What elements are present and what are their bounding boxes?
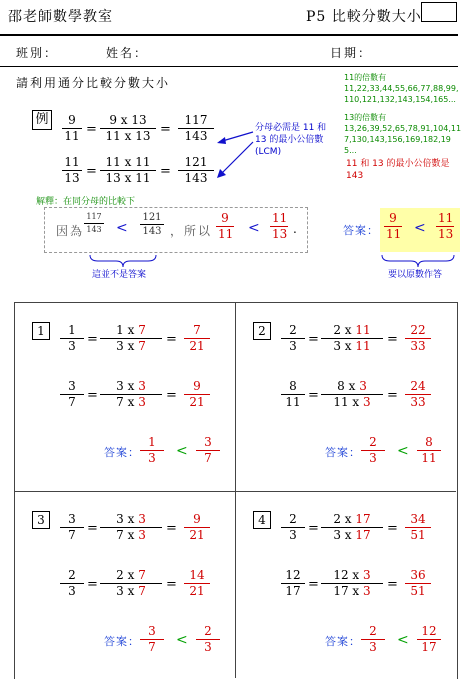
equals-sign: =: [387, 521, 398, 536]
example-fraction-11-13: 11 13: [62, 156, 82, 185]
equals-sign: =: [87, 388, 98, 403]
answer-fraction-right: 8 11: [417, 436, 441, 465]
equals-sign: =: [308, 332, 319, 347]
problem-expansion: 3 x 3 7 x 3: [100, 380, 162, 409]
problem-fraction: 3 7: [60, 513, 84, 542]
answer-label: 答案：: [104, 446, 140, 459]
example-result-1: 117 143: [178, 114, 214, 143]
problem-result: 9 21: [184, 380, 210, 409]
equals-sign: =: [166, 577, 177, 592]
answer-label: 答案：: [343, 224, 379, 237]
multiples-13-note: [344, 112, 462, 156]
answer-label: 答案：: [325, 446, 361, 459]
instruction-text: 請利用通分比較分數大小: [16, 76, 171, 90]
less-than-sign: <: [176, 443, 188, 459]
equals-sign: =: [308, 577, 319, 592]
problem-expansion: 3 x 3 7 x 3: [100, 513, 162, 542]
problem-number: 2: [253, 322, 271, 340]
problem-expansion: 12 x 3 17 x 3: [321, 569, 383, 598]
equals-sign: =: [308, 388, 319, 403]
answer-fraction-left: 3 7: [140, 625, 164, 654]
problem-expansion: 8 x 3 11 x 3: [321, 380, 383, 409]
equals-sign: =: [387, 388, 398, 403]
so-text: ，所以: [170, 224, 213, 238]
less-than-sign: <: [397, 443, 409, 459]
equals-sign: =: [387, 577, 398, 592]
less-than-sign: <: [116, 220, 128, 236]
answer-fraction-left: 2 3: [361, 625, 385, 654]
problem-result: 34 51: [405, 513, 431, 542]
example-expansion-2: 11 x 11 13 x 11: [100, 156, 156, 185]
horizontal-divider: [14, 491, 456, 492]
example-fraction-9-11: 9 11: [62, 114, 82, 143]
equals-sign: =: [87, 332, 98, 347]
multiples-11-note: [344, 72, 462, 105]
header-divider: [0, 34, 458, 36]
because-text: 因為: [56, 224, 85, 238]
date-label: 日期：: [330, 46, 373, 60]
equals-sign: =: [86, 164, 97, 179]
info-divider: [0, 66, 458, 67]
problem-result: 24 33: [405, 380, 431, 409]
equals-sign: =: [160, 164, 171, 179]
problem-result: 7 21: [184, 324, 210, 353]
multiples-11-list: 11,22,33,44,55,66,77,88,99,110,121,132,143,154,165...: [344, 84, 459, 104]
page-title: 邵老師數學教室: [8, 9, 113, 25]
lcm-note: 11 和 13 的最小公倍數是 143: [346, 159, 450, 181]
answer-fraction-right: 3 7: [196, 436, 220, 465]
less-than-sign: <: [397, 632, 409, 648]
answer-fraction-right: 2 3: [196, 625, 220, 654]
problem-result: 14 21: [184, 569, 210, 598]
problem-expansion: 1 x 7 3 x 7: [100, 324, 162, 353]
worksheet-heading: [306, 6, 422, 26]
fraction-121-143: 121 143: [140, 212, 164, 237]
brace-not-answer: [88, 253, 158, 269]
answer-label: 答案：: [104, 635, 140, 648]
answer-fraction-left: 9 11: [386, 211, 402, 241]
period: .: [293, 222, 297, 236]
equals-sign: =: [166, 521, 177, 536]
example-expansion-1: 9 x 13 11 x 13: [100, 114, 156, 143]
answer-fraction-right: 12 17: [417, 625, 441, 654]
problem-number: 4: [253, 511, 271, 529]
equals-sign: =: [87, 521, 98, 536]
problem-result: 22 33: [405, 324, 431, 353]
problem-fraction: 2 3: [281, 513, 305, 542]
fraction-11-13: 11 13: [272, 211, 288, 241]
answer-label: 答案：: [325, 635, 361, 648]
answer-fraction-left: 2 3: [361, 436, 385, 465]
example-result-2: 121 143: [178, 156, 214, 185]
fraction-9-11: 9 11: [218, 211, 234, 241]
equals-sign: =: [87, 577, 98, 592]
multiples-13-list: 13,26,39,52,65,78,91,104,117,130,143,156,169,182,195...: [344, 124, 462, 155]
problem-result: 36 51: [405, 569, 431, 598]
problem-fraction: 8 11: [281, 380, 305, 409]
problem-fraction: 3 7: [60, 380, 84, 409]
equals-sign: =: [160, 122, 171, 137]
problem-number: 3: [32, 511, 50, 529]
problem-expansion: 2 x 11 3 x 11: [321, 324, 383, 353]
original-answer-note: 要以原數作答: [388, 270, 443, 280]
class-label: 班別：: [16, 46, 59, 60]
equals-sign: =: [387, 332, 398, 347]
vertical-divider: [235, 302, 236, 678]
example-label: 例: [32, 110, 52, 130]
equals-sign: =: [308, 521, 319, 536]
problem-fraction: 1 3: [60, 324, 84, 353]
worksheet-topic: 比較分數大小: [331, 9, 422, 25]
problem-number: 1: [32, 322, 50, 340]
explanation-label: 解釋：在同分母的比較下: [36, 197, 136, 207]
problem-expansion: 2 x 17 3 x 17: [321, 513, 383, 542]
problem-fraction: 2 3: [60, 569, 84, 598]
equals-sign: =: [166, 332, 177, 347]
fraction-117-143: 117 143: [84, 212, 104, 235]
answer-fraction-right: 11 13: [438, 211, 454, 241]
worksheet-code: P5: [306, 9, 327, 25]
equals-sign: =: [166, 388, 177, 403]
less-than-sign: <: [248, 220, 260, 236]
problem-expansion: 2 x 7 3 x 7: [100, 569, 162, 598]
score-box: [421, 2, 457, 22]
problem-fraction: 12 17: [281, 569, 305, 598]
not-answer-note: 這並不是答案: [92, 270, 147, 280]
brace-original: [380, 253, 456, 269]
name-label: 姓名：: [106, 46, 149, 60]
less-than-sign: <: [176, 632, 188, 648]
problem-fraction: 2 3: [281, 324, 305, 353]
answer-fraction-left: 1 3: [140, 436, 164, 465]
multiples-11-title: 11的倍數有: [344, 73, 387, 82]
less-than-sign: <: [414, 220, 426, 236]
multiples-13-title: 13的倍數有: [344, 113, 387, 122]
problem-result: 9 21: [184, 513, 210, 542]
lcm-explanation: 分母必需是 11 和 13 的最小公倍數(LCM): [255, 123, 327, 157]
equals-sign: =: [86, 122, 97, 137]
